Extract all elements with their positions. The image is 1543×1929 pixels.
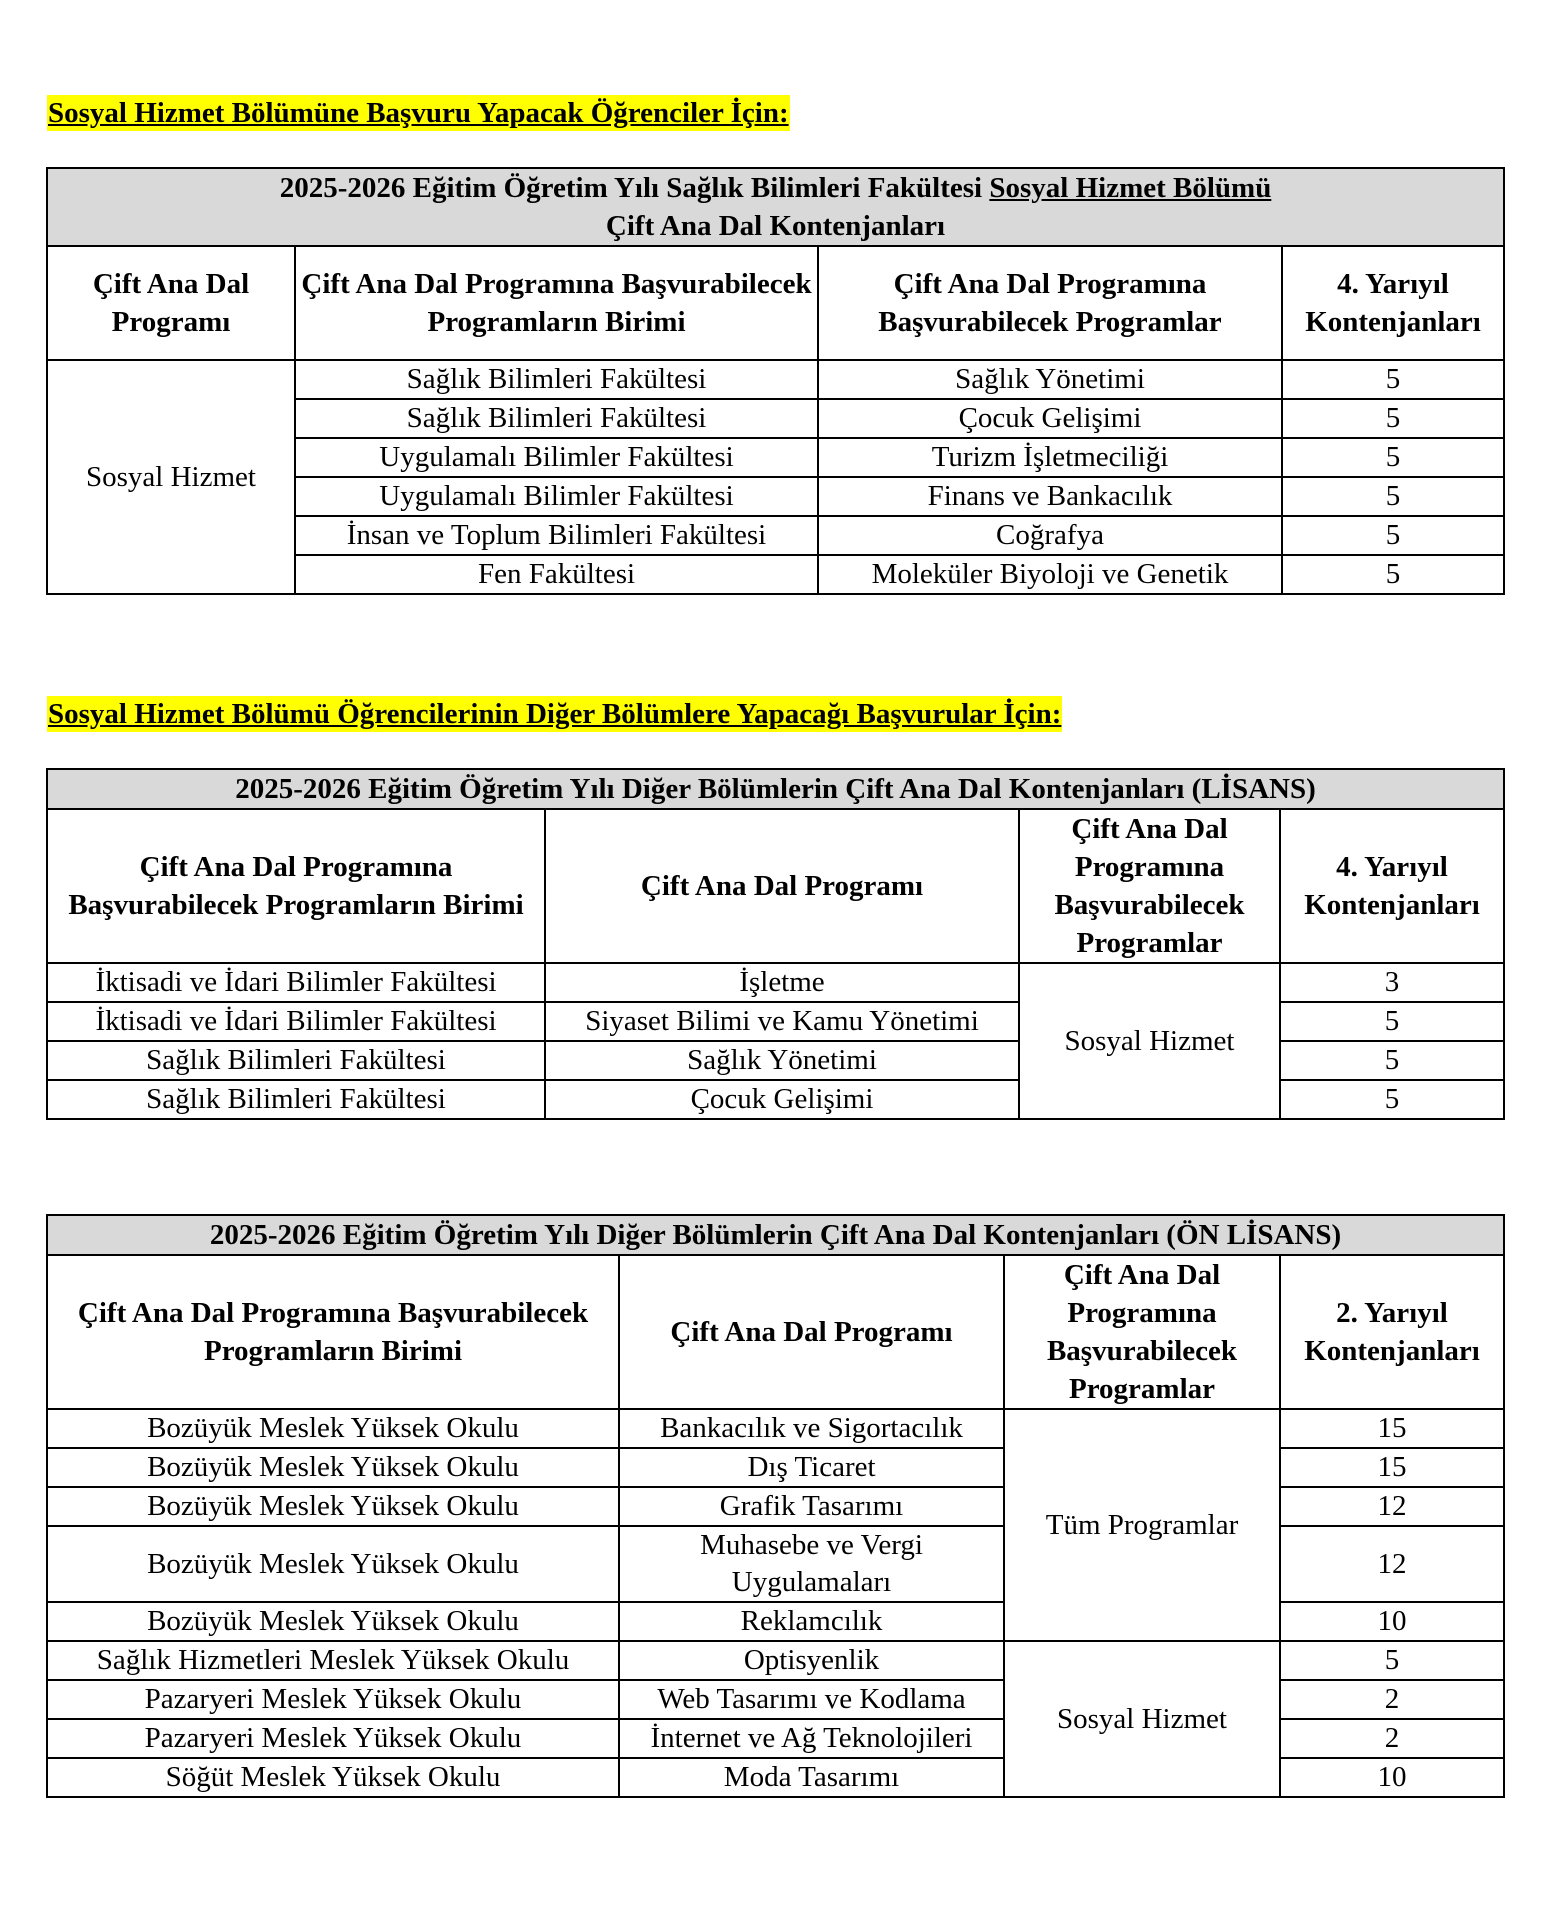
table-row (47, 1641, 1504, 1680)
quota-cell: 5 (1280, 1041, 1504, 1080)
table-lisans-cap (46, 768, 1505, 1120)
program-cell: Siyaset Bilimi ve Kamu Yönetimi (545, 1002, 1019, 1041)
quota-cell: 5 (1282, 477, 1504, 516)
program-cell: Sağlık Yönetimi (545, 1041, 1019, 1080)
quota-cell: 5 (1282, 360, 1504, 399)
program-cell: Grafik Tasarımı (619, 1487, 1004, 1526)
unit-cell: Uygulamalı Bilimler Fakültesi (295, 477, 818, 516)
program-cell: İnternet ve Ağ Teknolojileri (619, 1719, 1004, 1758)
quota-cell: 10 (1280, 1602, 1504, 1641)
table-row (47, 1680, 1504, 1719)
table-row (47, 1602, 1504, 1641)
table-title (47, 168, 1504, 246)
program-cell: Bankacılık ve Sigortacılık (619, 1409, 1004, 1448)
quota-cell: 15 (1280, 1448, 1504, 1487)
table-title-underlined: Sosyal Hizmet Bölümü (989, 172, 1272, 204)
table-row (47, 1002, 1504, 1041)
programme-cell: Moleküler Biyoloji ve Genetik (818, 555, 1282, 594)
column-header: 2. Yarıyıl Kontenjanları (1280, 1255, 1504, 1409)
table-row (47, 1080, 1504, 1119)
table-row (47, 360, 1504, 399)
column-header: 4. Yarıyıl Kontenjanları (1280, 809, 1504, 963)
unit-cell: Sağlık Bilimleri Fakültesi (47, 1080, 545, 1119)
quota-cell: 5 (1280, 1002, 1504, 1041)
program-cell: Web Tasarımı ve Kodlama (619, 1680, 1004, 1719)
table-row (47, 1487, 1504, 1526)
column-header: Çift Ana Dal Programı (545, 809, 1019, 963)
eligible-cell: Sosyal Hizmet (1019, 963, 1280, 1119)
program-cell: Çocuk Gelişimi (545, 1080, 1019, 1119)
quota-cell: 2 (1280, 1680, 1504, 1719)
quota-cell: 5 (1282, 438, 1504, 477)
table-title: 2025-2026 Eğitim Öğretim Yılı Diğer Bölümlerin Çift Ana Dal Kontenjanları (LİSANS) (47, 769, 1504, 809)
program-cell: Muhasebe ve Vergi Uygulamaları (619, 1526, 1004, 1602)
unit-cell: Fen Fakültesi (295, 555, 818, 594)
quota-cell: 12 (1280, 1487, 1504, 1526)
programme-cell: Finans ve Bankacılık (818, 477, 1282, 516)
table-row (47, 1409, 1504, 1448)
program-cell: Optisyenlik (619, 1641, 1004, 1680)
quota-cell: 5 (1282, 555, 1504, 594)
unit-cell: Uygulamalı Bilimler Fakültesi (295, 438, 818, 477)
table-sosyal-hizmet-cap (46, 167, 1505, 595)
quota-cell: 3 (1280, 963, 1504, 1002)
eligible-cell: Sosyal Hizmet (1004, 1641, 1280, 1797)
program-cell: Moda Tasarımı (619, 1758, 1004, 1797)
table-title-line2: Çift Ana Dal Kontenjanları (605, 210, 946, 242)
unit-cell: Bozüyük Meslek Yüksek Okulu (47, 1487, 619, 1526)
unit-cell: Bozüyük Meslek Yüksek Okulu (47, 1448, 619, 1487)
unit-cell: Sağlık Bilimleri Fakültesi (295, 399, 818, 438)
unit-cell: Bozüyük Meslek Yüksek Okulu (47, 1602, 619, 1641)
quota-cell: 5 (1280, 1641, 1504, 1680)
programme-cell: Coğrafya (818, 516, 1282, 555)
column-header: Çift Ana Dal Programına Başvurabilecek Programlar (1004, 1255, 1280, 1409)
table-title: 2025-2026 Eğitim Öğretim Yılı Diğer Bölümlerin Çift Ana Dal Kontenjanları (ÖN LİSANS) (47, 1215, 1504, 1255)
table-title-prefix: 2025-2026 Eğitim Öğretim Yılı Sağlık Bilimleri Fakültesi (279, 172, 983, 204)
table-row (47, 1041, 1504, 1080)
eligible-cell: Tüm Programlar (1004, 1409, 1280, 1641)
unit-cell: Sağlık Hizmetleri Meslek Yüksek Okulu (47, 1641, 619, 1680)
quota-cell: 10 (1280, 1758, 1504, 1797)
column-header: Çift Ana Dal Programı (47, 246, 295, 360)
unit-cell: İktisadi ve İdari Bilimler Fakültesi (47, 1002, 545, 1041)
table-row (47, 963, 1504, 1002)
programme-cell: Turizm İşletmeciliği (818, 438, 1282, 477)
column-header: 4. Yarıyıl Kontenjanları (1282, 246, 1504, 360)
quota-cell: 2 (1280, 1719, 1504, 1758)
unit-cell: Sağlık Bilimleri Fakültesi (47, 1041, 545, 1080)
column-header: Çift Ana Dal Programına Başvurabilecek Programların Birimi (47, 1255, 619, 1409)
column-header: Çift Ana Dal Programına Başvurabilecek Programların Birimi (47, 809, 545, 963)
program-cell: İşletme (545, 963, 1019, 1002)
quota-cell: 5 (1282, 516, 1504, 555)
table-row (47, 1526, 1504, 1602)
column-header: Çift Ana Dal Programına Başvurabilecek Programların Birimi (295, 246, 818, 360)
column-header: Çift Ana Dal Programı (619, 1255, 1004, 1409)
column-header: Çift Ana Dal Programına Başvurabilecek Programlar (818, 246, 1282, 360)
unit-cell: Pazaryeri Meslek Yüksek Okulu (47, 1719, 619, 1758)
table-on-lisans-cap (46, 1214, 1505, 1798)
unit-cell: Bozüyük Meslek Yüksek Okulu (47, 1526, 619, 1602)
section1-heading: Sosyal Hizmet Bölümüne Başvuru Yapacak Öğrenciler İçin: (48, 97, 789, 129)
table-row (47, 1719, 1504, 1758)
table-row (47, 1448, 1504, 1487)
programme-cell: Çocuk Gelişimi (818, 399, 1282, 438)
program-cell: Dış Ticaret (619, 1448, 1004, 1487)
unit-cell: Sağlık Bilimleri Fakültesi (295, 360, 818, 399)
table-row (47, 1758, 1504, 1797)
unit-cell: Söğüt Meslek Yüksek Okulu (47, 1758, 619, 1797)
quota-cell: 5 (1280, 1080, 1504, 1119)
programme-cell: Sağlık Yönetimi (818, 360, 1282, 399)
program-cell: Reklamcılık (619, 1602, 1004, 1641)
unit-cell: İnsan ve Toplum Bilimleri Fakültesi (295, 516, 818, 555)
unit-cell: Pazaryeri Meslek Yüksek Okulu (47, 1680, 619, 1719)
quota-cell: 5 (1282, 399, 1504, 438)
unit-cell: İktisadi ve İdari Bilimler Fakültesi (47, 963, 545, 1002)
section2-heading: Sosyal Hizmet Bölümü Öğrencilerinin Diğer Bölümlere Yapacağı Başvurular İçin: (48, 698, 1062, 730)
quota-cell: 15 (1280, 1409, 1504, 1448)
program-cell: Sosyal Hizmet (47, 360, 295, 594)
unit-cell: Bozüyük Meslek Yüksek Okulu (47, 1409, 619, 1448)
quota-cell: 12 (1280, 1526, 1504, 1602)
column-header: Çift Ana Dal Programına Başvurabilecek Programlar (1019, 809, 1280, 963)
